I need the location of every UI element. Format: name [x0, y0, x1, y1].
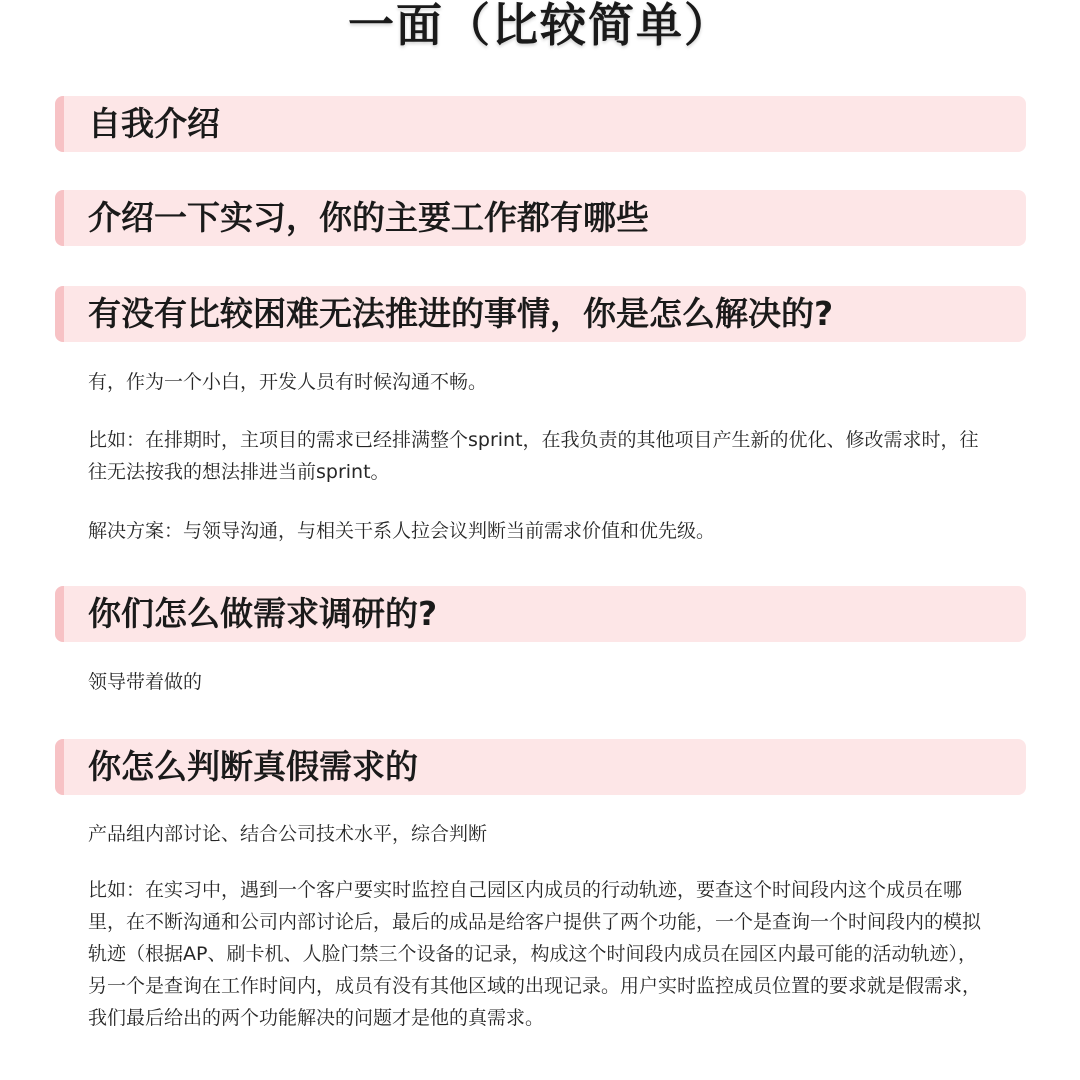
paragraph: 领导带着做的: [88, 671, 203, 693]
section-bar-difficulty: [55, 286, 1026, 342]
section-bar-true-false-needs: [55, 739, 1026, 795]
section-bar-internship: [55, 190, 1026, 246]
paragraph: 比如：在实习中，遇到一个客户要实时监控自己园区内成员的行动轨迹，要查这个时间段内这个成员在哪里，在不断沟通和公司内部讨论后，最后的成品是给客户提供了两个功能，一个是查询一个时间段内的模拟轨迹（根据AP、刷卡机、人脸门禁三个设备的记录，构成这个时间段内成员在园区内最可能的活动轨迹），另一个是查询在工作时间内，成员有没有其他区域的出现记录。用户实时监控成员位置的要求就是假需求，我们最后给出的两个功能解决的问题才是他的真需求。: [88, 879, 982, 1029]
page-title: 一面（比较简单）: [348, 0, 732, 52]
paragraph: 比如：在排期时，主项目的需求已经排满整个sprint，在我负责的其他项目产生新的优化、修改需求时，往往无法按我的想法排进当前sprint。: [88, 429, 979, 483]
section-heading: 有没有比较困难无法推进的事情，你是怎么解决的?: [88, 294, 834, 333]
section-heading: 你怎么判断真假需求的: [88, 747, 418, 786]
section-bar-self-intro: [55, 96, 1026, 152]
paragraph: 产品组内部讨论、结合公司技术水平，综合判断: [88, 823, 488, 845]
section-bar-research: [55, 586, 1026, 642]
section-heading: 介绍一下实习，你的主要工作都有哪些: [88, 198, 649, 237]
paragraph: 解决方案：与领导沟通，与相关干系人拉会议判断当前需求价值和优先级。: [88, 520, 716, 542]
section-heading: 自我介绍: [88, 104, 220, 143]
section-heading: 你们怎么做需求调研的?: [88, 594, 438, 633]
paragraph: 有，作为一个小白，开发人员有时候沟通不畅。: [88, 371, 488, 393]
